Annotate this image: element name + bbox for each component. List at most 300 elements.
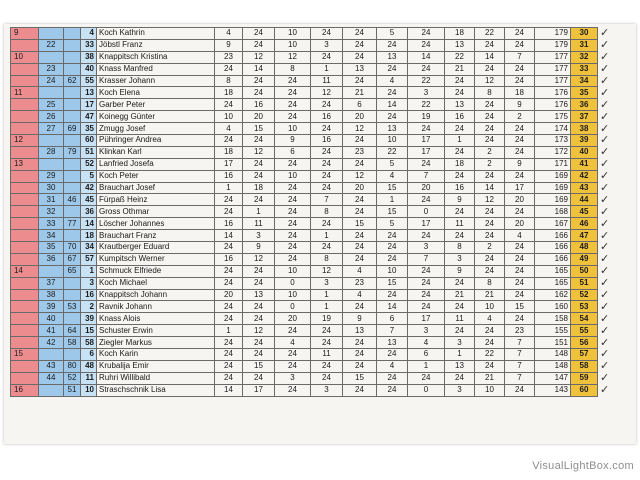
rank-women-cell <box>11 111 39 123</box>
score-2-cell: 9 <box>243 242 275 254</box>
check-mark-icon: ✓ <box>600 312 610 325</box>
rank-men-cell: 31 <box>39 194 64 206</box>
score-6-cell: 24 <box>377 242 408 254</box>
score-6-cell: 14 <box>377 99 408 111</box>
rank-women-cell <box>11 289 39 301</box>
score-7-cell: 22 <box>408 75 445 87</box>
score-6-cell: 24 <box>377 384 408 396</box>
score-3-cell: 10 <box>275 289 311 301</box>
score-7-cell: 7 <box>408 170 445 182</box>
start-number-cell: 36 <box>81 206 97 218</box>
score-1-cell: 1 <box>215 182 243 194</box>
score-3-cell: 24 <box>275 230 311 242</box>
score-4-cell: 24 <box>311 360 343 372</box>
overall-position-cell: 38 <box>571 123 598 135</box>
rank-extra-cell <box>64 87 81 99</box>
score-9-cell: 14 <box>475 51 505 63</box>
score-8-cell: 9 <box>445 194 475 206</box>
total-score-cell: 179 <box>535 39 571 51</box>
table-row <box>11 87 624 99</box>
table-row <box>11 372 624 384</box>
start-number-cell: 34 <box>81 242 97 254</box>
score-5-cell: 6 <box>343 99 377 111</box>
start-number-cell: 51 <box>81 146 97 158</box>
score-6-cell: 24 <box>377 87 408 99</box>
score-9-cell: 22 <box>475 28 505 40</box>
table-row <box>11 194 624 206</box>
score-10-cell: 24 <box>505 277 535 289</box>
participant-name-cell: Klinkan Karl <box>97 146 215 158</box>
score-3-cell: 24 <box>275 253 311 265</box>
rank-extra-cell: 69 <box>64 123 81 135</box>
score-5-cell: 24 <box>343 242 377 254</box>
rank-women-cell <box>11 325 39 337</box>
score-8-cell: 3 <box>445 337 475 349</box>
overall-position-cell: 45 <box>571 206 598 218</box>
table-row <box>11 242 624 254</box>
overall-position-cell: 30 <box>571 28 598 40</box>
score-6-cell: 4 <box>377 75 408 87</box>
score-6-cell: 14 <box>377 301 408 313</box>
score-7-cell: 24 <box>408 277 445 289</box>
total-score-cell: 165 <box>535 277 571 289</box>
overall-position-cell: 41 <box>571 158 598 170</box>
score-3-cell: 24 <box>275 111 311 123</box>
score-5-cell: 12 <box>343 123 377 135</box>
score-1-cell: 24 <box>215 360 243 372</box>
score-5-cell: 24 <box>343 253 377 265</box>
check-mark-icon: ✓ <box>600 372 610 385</box>
rank-extra-cell <box>64 158 81 170</box>
score-7-cell: 24 <box>408 28 445 40</box>
score-9-cell: 2 <box>475 242 505 254</box>
score-10-cell: 7 <box>505 349 535 361</box>
score-10-cell: 24 <box>505 75 535 87</box>
total-score-cell: 148 <box>535 360 571 372</box>
score-2-cell: 14 <box>243 63 275 75</box>
score-9-cell: 24 <box>475 230 505 242</box>
rank-men-cell: 41 <box>39 325 64 337</box>
score-5-cell: 24 <box>343 75 377 87</box>
score-2-cell: 16 <box>243 99 275 111</box>
participant-name-cell: Schuster Erwin <box>97 325 215 337</box>
score-2-cell: 18 <box>243 182 275 194</box>
score-2-cell: 24 <box>243 313 275 325</box>
score-5-cell: 24 <box>343 28 377 40</box>
start-number-cell: 5 <box>81 170 97 182</box>
overall-position-cell: 34 <box>571 75 598 87</box>
score-1-cell: 18 <box>215 87 243 99</box>
overall-position-cell: 40 <box>571 146 598 158</box>
start-number-cell: 40 <box>81 63 97 75</box>
score-8-cell: 8 <box>445 242 475 254</box>
check-mark-icon: ✓ <box>600 336 610 349</box>
rank-extra-cell: 58 <box>64 337 81 349</box>
watermark: VisualLightBox.com <box>532 460 634 472</box>
score-10-cell: 24 <box>505 135 535 147</box>
start-number-cell: 16 <box>81 289 97 301</box>
check-mark-icon: ✓ <box>600 86 610 99</box>
overall-position-cell: 37 <box>571 111 598 123</box>
rank-men-cell <box>39 51 64 63</box>
score-2-cell: 24 <box>243 372 275 384</box>
score-6-cell: 24 <box>377 349 408 361</box>
rank-extra-cell <box>64 135 81 147</box>
rank-women-cell <box>11 301 39 313</box>
score-3-cell: 24 <box>275 218 311 230</box>
rank-extra-cell: 62 <box>64 75 81 87</box>
score-6-cell: 13 <box>377 123 408 135</box>
score-1-cell: 24 <box>215 242 243 254</box>
score-7-cell: 0 <box>408 206 445 218</box>
participant-name-cell: Zmugg Josef <box>97 123 215 135</box>
score-3-cell: 10 <box>275 170 311 182</box>
score-10-cell: 24 <box>505 63 535 75</box>
overall-position-cell: 51 <box>571 277 598 289</box>
table-row <box>11 28 624 40</box>
score-5-cell: 24 <box>343 135 377 147</box>
start-number-cell: 52 <box>81 158 97 170</box>
rank-extra-cell <box>64 277 81 289</box>
overall-position-cell: 47 <box>571 230 598 242</box>
score-9-cell: 24 <box>475 265 505 277</box>
total-score-cell: 166 <box>535 253 571 265</box>
start-number-cell: 42 <box>81 182 97 194</box>
table-row <box>11 301 624 313</box>
start-number-cell: 47 <box>81 111 97 123</box>
check-mark-icon: ✓ <box>600 265 610 278</box>
score-2-cell: 24 <box>243 75 275 87</box>
score-8-cell: 13 <box>445 39 475 51</box>
start-number-cell: 57 <box>81 253 97 265</box>
rank-extra-cell <box>64 111 81 123</box>
participant-name-cell: Krubalija Emir <box>97 360 215 372</box>
check-mark-icon: ✓ <box>600 205 610 218</box>
score-3-cell: 24 <box>275 360 311 372</box>
score-7-cell: 19 <box>408 111 445 123</box>
score-7-cell: 6 <box>408 349 445 361</box>
score-5-cell: 24 <box>343 39 377 51</box>
score-3-cell: 20 <box>275 313 311 325</box>
score-8-cell: 11 <box>445 313 475 325</box>
score-7-cell: 17 <box>408 135 445 147</box>
start-number-cell: 14 <box>81 218 97 230</box>
rank-extra-cell <box>64 206 81 218</box>
score-2-cell: 11 <box>243 218 275 230</box>
score-3-cell: 24 <box>275 75 311 87</box>
score-8-cell: 18 <box>445 28 475 40</box>
score-1-cell: 24 <box>215 63 243 75</box>
score-3-cell: 10 <box>275 39 311 51</box>
rank-men-cell <box>39 384 64 396</box>
score-5-cell: 13 <box>343 63 377 75</box>
score-1-cell: 24 <box>215 135 243 147</box>
score-9-cell: 21 <box>475 372 505 384</box>
score-4-cell: 16 <box>311 135 343 147</box>
score-10-cell: 24 <box>505 253 535 265</box>
rank-extra-cell <box>64 349 81 361</box>
score-7-cell: 17 <box>408 218 445 230</box>
rank-extra-cell: 65 <box>64 265 81 277</box>
score-4-cell: 7 <box>311 194 343 206</box>
score-4-cell: 3 <box>311 277 343 289</box>
score-2-cell: 24 <box>243 28 275 40</box>
rank-extra-cell <box>64 51 81 63</box>
score-2-cell: 20 <box>243 111 275 123</box>
score-2-cell: 24 <box>243 39 275 51</box>
score-10-cell: 17 <box>505 182 535 194</box>
score-10-cell: 23 <box>505 325 535 337</box>
rank-extra-cell: 70 <box>64 242 81 254</box>
score-9-cell: 24 <box>475 325 505 337</box>
check-mark-icon: ✓ <box>600 27 610 40</box>
start-number-cell: 58 <box>81 337 97 349</box>
total-score-cell: 166 <box>535 242 571 254</box>
score-10-cell: 20 <box>505 194 535 206</box>
start-number-cell: 18 <box>81 230 97 242</box>
rank-women-cell <box>11 277 39 289</box>
table-row <box>11 39 624 51</box>
score-9-cell: 24 <box>475 253 505 265</box>
participant-name-cell: Ziegler Markus <box>97 337 215 349</box>
rank-women-cell <box>11 253 39 265</box>
overall-position-cell: 36 <box>571 99 598 111</box>
score-8-cell: 3 <box>445 384 475 396</box>
start-number-cell: 45 <box>81 194 97 206</box>
score-8-cell: 9 <box>445 265 475 277</box>
score-6-cell: 24 <box>377 253 408 265</box>
score-3-cell: 10 <box>275 265 311 277</box>
table-row <box>11 135 624 147</box>
table-row <box>11 265 624 277</box>
score-3-cell: 3 <box>275 372 311 384</box>
score-10-cell: 7 <box>505 372 535 384</box>
start-number-cell: 35 <box>81 123 97 135</box>
start-number-cell: 33 <box>81 39 97 51</box>
start-number-cell: 55 <box>81 75 97 87</box>
participant-name-cell: Koch Peter <box>97 170 215 182</box>
table-row <box>11 313 624 325</box>
total-score-cell: 176 <box>535 99 571 111</box>
total-score-cell: 177 <box>535 63 571 75</box>
score-6-cell: 15 <box>377 182 408 194</box>
score-7-cell: 3 <box>408 242 445 254</box>
table-row <box>11 170 624 182</box>
total-score-cell: 158 <box>535 313 571 325</box>
score-9-cell: 14 <box>475 182 505 194</box>
score-3-cell: 24 <box>275 325 311 337</box>
score-4-cell: 8 <box>311 253 343 265</box>
score-5-cell: 15 <box>343 218 377 230</box>
score-8-cell: 24 <box>445 87 475 99</box>
start-number-cell: 11 <box>81 372 97 384</box>
score-4-cell: 24 <box>311 123 343 135</box>
table-row <box>11 325 624 337</box>
rank-men-cell: 23 <box>39 63 64 75</box>
score-1-cell: 4 <box>215 123 243 135</box>
score-5-cell: 24 <box>343 206 377 218</box>
score-1-cell: 24 <box>215 372 243 384</box>
rank-men-cell: 36 <box>39 253 64 265</box>
score-7-cell: 14 <box>408 51 445 63</box>
rank-women-cell <box>11 123 39 135</box>
score-10-cell: 24 <box>505 313 535 325</box>
score-7-cell: 24 <box>408 123 445 135</box>
score-9-cell: 2 <box>475 146 505 158</box>
score-6-cell: 13 <box>377 337 408 349</box>
table-row <box>11 253 624 265</box>
table-row <box>11 146 624 158</box>
score-8-cell: 22 <box>445 51 475 63</box>
rank-extra-cell: 67 <box>64 253 81 265</box>
rank-men-cell: 29 <box>39 170 64 182</box>
score-1-cell: 24 <box>215 301 243 313</box>
score-10-cell: 24 <box>505 242 535 254</box>
rank-women-cell <box>11 99 39 111</box>
score-2-cell: 12 <box>243 253 275 265</box>
score-9-cell: 22 <box>475 349 505 361</box>
score-5-cell: 21 <box>343 87 377 99</box>
score-1-cell: 23 <box>215 51 243 63</box>
score-9-cell: 24 <box>475 111 505 123</box>
score-6-cell: 4 <box>377 170 408 182</box>
score-1-cell: 10 <box>215 111 243 123</box>
overall-position-cell: 58 <box>571 360 598 372</box>
score-4-cell: 12 <box>311 87 343 99</box>
score-3-cell: 0 <box>275 301 311 313</box>
rank-men-cell: 25 <box>39 99 64 111</box>
rank-extra-cell: 64 <box>64 325 81 337</box>
score-4-cell: 1 <box>311 230 343 242</box>
check-mark-icon: ✓ <box>600 134 610 147</box>
participant-name-cell: Löscher Johannes <box>97 218 215 230</box>
score-4-cell: 1 <box>311 63 343 75</box>
start-number-cell: 38 <box>81 51 97 63</box>
total-score-cell: 169 <box>535 194 571 206</box>
score-6-cell: 5 <box>377 218 408 230</box>
score-10-cell: 24 <box>505 206 535 218</box>
rank-men-cell: 38 <box>39 289 64 301</box>
check-mark-icon: ✓ <box>600 182 610 194</box>
score-8-cell: 24 <box>445 170 475 182</box>
score-10-cell: 18 <box>505 87 535 99</box>
score-8-cell: 24 <box>445 277 475 289</box>
participant-name-cell: Schmuck Elfriede <box>97 265 215 277</box>
table-row <box>11 158 624 170</box>
score-1-cell: 1 <box>215 325 243 337</box>
total-score-cell: 174 <box>535 123 571 135</box>
score-6-cell: 22 <box>377 146 408 158</box>
check-mark-icon: ✓ <box>600 110 610 123</box>
score-3-cell: 24 <box>275 384 311 396</box>
score-2-cell: 1 <box>243 206 275 218</box>
ranking-rows <box>11 28 624 397</box>
score-1-cell: 16 <box>215 253 243 265</box>
participant-name-cell: Kumpitsch Werner <box>97 253 215 265</box>
score-7-cell: 3 <box>408 87 445 99</box>
check-mark-icon: ✓ <box>600 63 610 76</box>
score-1-cell: 20 <box>215 289 243 301</box>
participant-name-cell: Gross Othmar <box>97 206 215 218</box>
participant-name-cell: Knappitsch Johann <box>97 289 215 301</box>
check-mark-icon: ✓ <box>600 229 610 242</box>
rank-women-cell: 13 <box>11 158 39 170</box>
rank-men-cell: 37 <box>39 277 64 289</box>
check-mark-icon: ✓ <box>600 170 610 183</box>
score-2-cell: 24 <box>243 158 275 170</box>
score-2-cell: 15 <box>243 360 275 372</box>
overall-position-cell: 55 <box>571 325 598 337</box>
table-row <box>11 182 624 194</box>
score-5-cell: 15 <box>343 372 377 384</box>
overall-position-cell: 56 <box>571 337 598 349</box>
score-8-cell: 24 <box>445 75 475 87</box>
score-9-cell: 10 <box>475 301 505 313</box>
score-1-cell: 14 <box>215 384 243 396</box>
score-2-cell: 24 <box>243 265 275 277</box>
score-10-cell: 24 <box>505 289 535 301</box>
start-number-cell: 10 <box>81 384 97 396</box>
score-7-cell: 17 <box>408 146 445 158</box>
overall-position-cell: 59 <box>571 372 598 384</box>
score-3-cell: 12 <box>275 51 311 63</box>
score-3-cell: 9 <box>275 135 311 147</box>
rank-extra-cell <box>64 289 81 301</box>
score-7-cell: 24 <box>408 265 445 277</box>
score-6-cell: 10 <box>377 135 408 147</box>
overall-position-cell: 31 <box>571 39 598 51</box>
overall-position-cell: 33 <box>571 63 598 75</box>
check-mark-icon: ✓ <box>600 300 610 313</box>
score-9-cell: 21 <box>475 289 505 301</box>
rank-women-cell: 11 <box>11 87 39 99</box>
score-9-cell: 24 <box>475 39 505 51</box>
rank-men-cell: 35 <box>39 242 64 254</box>
score-4-cell: 24 <box>311 170 343 182</box>
score-10-cell: 24 <box>505 170 535 182</box>
rank-women-cell <box>11 360 39 372</box>
score-1-cell: 9 <box>215 39 243 51</box>
check-mark-icon: ✓ <box>600 51 610 64</box>
score-7-cell: 24 <box>408 39 445 51</box>
score-6-cell: 7 <box>377 325 408 337</box>
total-score-cell: 155 <box>535 325 571 337</box>
total-score-cell: 169 <box>535 182 571 194</box>
score-1-cell: 24 <box>215 99 243 111</box>
score-4-cell: 1 <box>311 289 343 301</box>
score-8-cell: 24 <box>445 146 475 158</box>
check-mark-icon: ✓ <box>600 217 610 230</box>
rank-extra-cell: 46 <box>64 194 81 206</box>
score-4-cell: 24 <box>311 158 343 170</box>
score-sheet <box>4 24 636 444</box>
rank-women-cell <box>11 206 39 218</box>
rank-men-cell: 44 <box>39 372 64 384</box>
total-score-cell: 168 <box>535 206 571 218</box>
score-10-cell: 7 <box>505 337 535 349</box>
participant-name-cell: Koinegg Günter <box>97 111 215 123</box>
total-score-cell: 147 <box>535 372 571 384</box>
total-score-cell: 162 <box>535 289 571 301</box>
score-10-cell: 15 <box>505 301 535 313</box>
score-7-cell: 17 <box>408 313 445 325</box>
check-mark-icon: ✓ <box>600 253 610 266</box>
total-score-cell: 148 <box>535 349 571 361</box>
participant-name-cell: Pühringer Andrea <box>97 135 215 147</box>
rank-women-cell <box>11 313 39 325</box>
rank-extra-cell <box>64 230 81 242</box>
participant-name-cell: Koch Michael <box>97 277 215 289</box>
